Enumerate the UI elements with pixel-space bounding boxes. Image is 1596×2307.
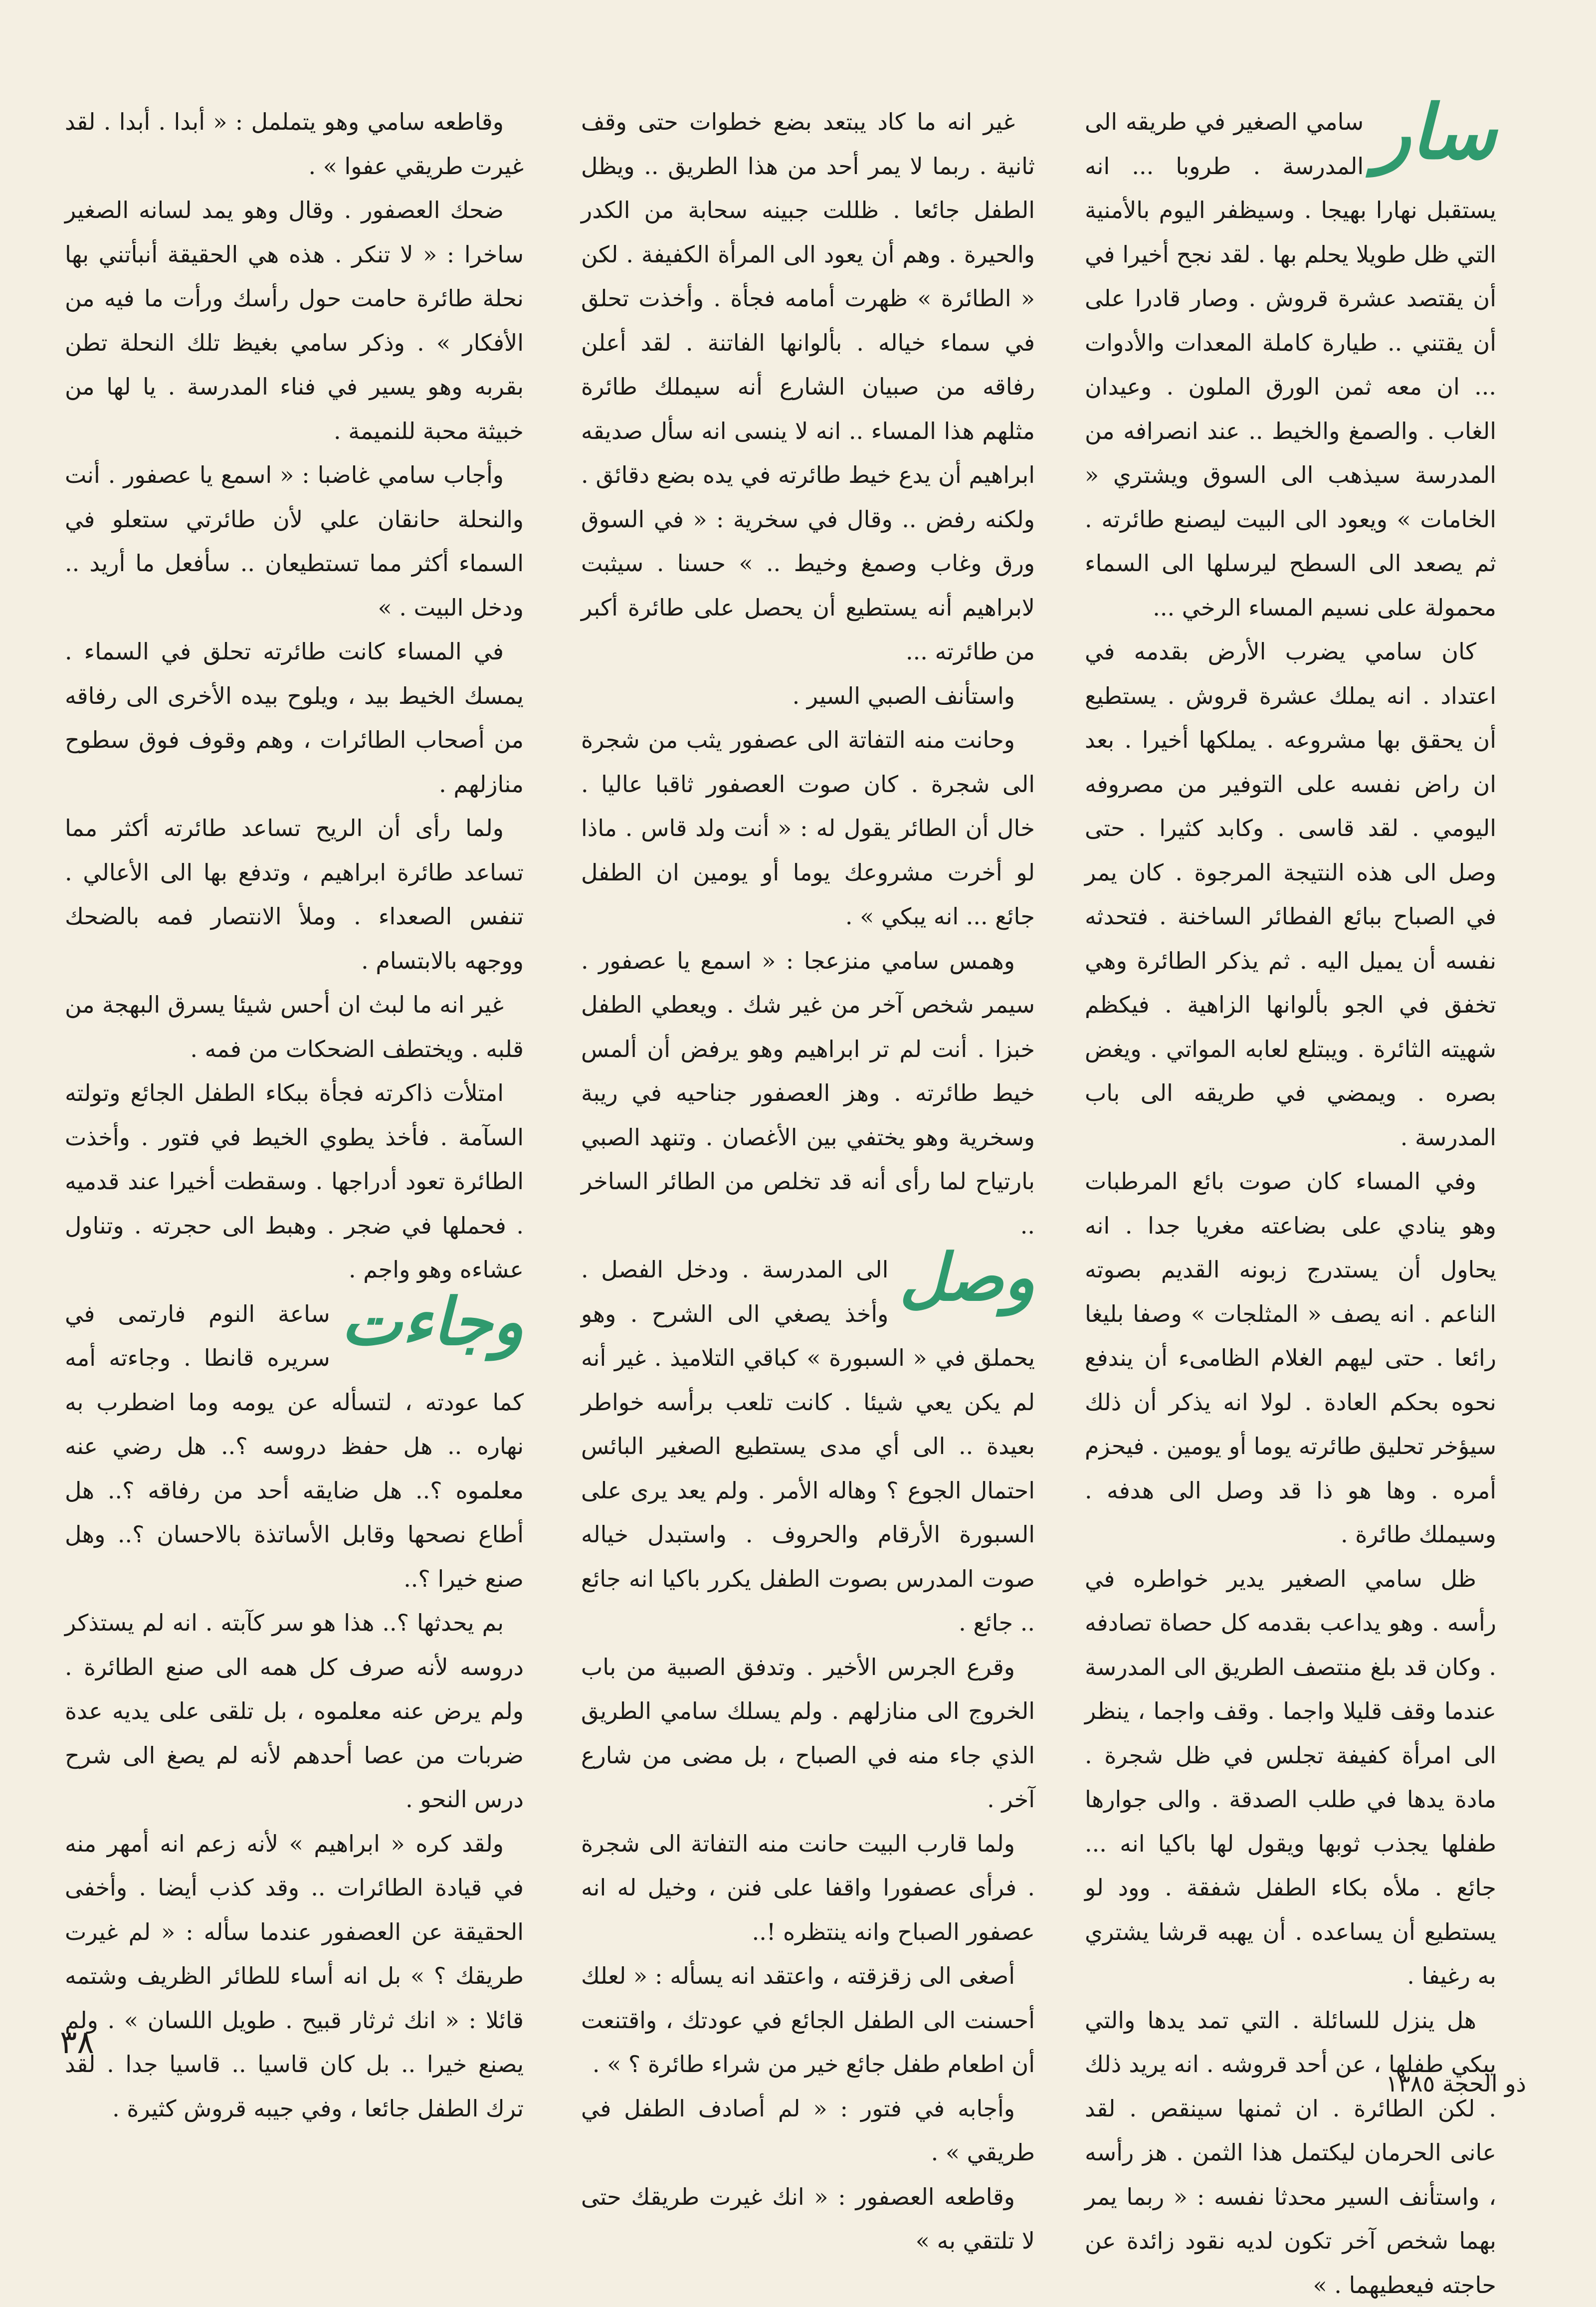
article-paragraph: ظل سامي الصغير يدير خواطره في رأسه . وهو يداعب بقدمه كل حصاة تصادفه . وكان قد بلغ منتصف الطريق الى المدرسة عندما وقف قليلا واجما . وقف واجما ، ينظر الى امرأة كفيفة تجلس في ظل شجرة . مادة يدها في طلب الصدقة . والى جوارها طفلها يجذب ثوبها ويقول لها باكيا انه ... جائع . ملأه بكاء الطفل شفقة . وود لو يستطيع أن يساعده . أن يهبه قرشا يشتري به رغيفا . xyxy=(1085,1557,1496,1998)
article-paragraph: وحانت منه التفاتة الى عصفور يثب من شجرة الى شجرة . كان صوت العصفور ثاقبا عاليا . خال أن الطائر يقول له : « أنت ولد قاس . ماذا لو أخرت مشروعك يوما أو يومين ان الطفل جائع ... انه يبكي » . xyxy=(581,718,1035,939)
section-heading-jaat: وجاءت xyxy=(341,1287,524,1357)
issue-date-footer: ذو الحجة ١٣٨٥ xyxy=(1317,2070,1526,2097)
article-paragraph: وجاءت ساعة النوم فارتمى في سريره قانطا . وجاءته أمه كما عودته ، لتسأله عن يومه وما اضطرب به نهاره .. هل حفظ دروسه ؟.. هل رضي عنه معلموه ؟.. هل ضايقه أحد من رفاقه ؟.. هل أطاع نصحها وقابل الأساتذة بالاحسان ؟.. وهل صنع خيرا ؟.. xyxy=(65,1292,524,1601)
article-paragraph: ولقد كره « ابراهيم » لأنه زعم انه أمهر منه في قيادة الطائرات .. وقد كذب أيضا . وأخفى الحقيقة عن العصفور عندما سأله : « لم غيرت طريقك ؟ » بل انه أساء للطائر الظريف وشتمه قائلا : « انك ثرثار قبيح . طويل اللسان » . ولم يصنع خيرا .. بل كان قاسيا .. قاسيا جدا . لقد ترك الطفل جائعا ، وفي جيبه قروش كثيرة . xyxy=(65,1822,524,2131)
article-paragraph: امتلأت ذاكرته فجأة ببكاء الطفل الجائع وتولته السآمة . فأخذ يطوي الخيط في فتور . وأخذت الطائرة تعود أدراجها . وسقطت أخيرا عند قدميه . فحملها في ضجر . وهبط الى حجرته . وتناول عشاءه وهو واجم . xyxy=(65,1071,524,1292)
article-paragraph: ولما قارب البيت حانت منه التفاتة الى شجرة . فرأى عصفورا واقفا على فنن ، وخيل له انه عصفور الصباح وانه ينتظره !.. xyxy=(581,1822,1035,1954)
article-column-right xyxy=(1085,100,1496,1925)
article-column-middle xyxy=(581,100,1035,1995)
article-paragraph: غير انه ما لبث ان أحس شيئا يسرق البهجة من قلبه . ويختطف الضحكات من فمه . xyxy=(65,983,524,1071)
article-paragraph: ضحك العصفور . وقال وهو يمد لسانه الصغير ساخرا : « لا تنكر . هذه هي الحقيقة أنبأتني بها نحلة طائرة حامت حول رأسك ورأت ما فيه من الأفكار » . وذكر سامي بغيظ تلك النحلة تطن بقربه وهو يسير في فناء المدرسة . يا لها من خبيثة محبة للنميمة . xyxy=(65,188,524,453)
article-paragraph: بم يحدثها ؟.. هذا هو سر كآبته . انه لم يستذكر دروسه لأنه صرف كل همه الى صنع الطائرة . ولم يرض عنه معلموه ، بل تلقى على يديه عدة ضربات من عصا أحدهم لأنه لم يصغ الى شرح درس النحو . xyxy=(65,1601,524,1822)
article-paragraph: وقاطعه سامي وهو يتململ : « أبدا . أبدا . لقد غيرت طريقي عفوا » . xyxy=(65,100,524,188)
article-paragraph: كان سامي يضرب الأرض بقدمه في اعتداد . انه يملك عشرة قروش . يستطيع أن يحقق بها مشروعه . يملكها أخيرا . بعد ان راض نفسه على التوفير من مصروفه اليومي . لقد قاسى . وكابد كثيرا . حتى وصل الى هذه النتيجة المرجوة . كان يمر في الصباح ببائع الفطائر الساخنة . فتحدثه نفسه أن يميل اليه . ثم يذكر الطائرة وهي تخفق في الجو بألوانها الزاهية . فيكظم شهيته الثائرة . ويبتلع لعابه المواتي . ويغض بصره . ويمضي في طريقه الى باب المدرسة . xyxy=(1085,629,1496,1159)
article-paragraph: غير انه ما كاد يبتعد بضع خطوات حتى وقف ثانية . ربما لا يمر أحد من هذا الطريق .. ويظل الطفل جائعا . ظللت جبينه سحابة من الكدر والحيرة . وهم أن يعود الى المرأة الكفيفة . لكن « الطائرة » ظهرت أمامه فجأة . وأخذت تحلق في سماء خياله . بألوانها الفاتنة . لقد أعلن رفاقه من صبيان الشارع أنه سيملك طائرة مثلهم هذا المساء .. انه لا ينسى انه سأل صديقه ابراهيم أن يدع خيط طائرته في يده بضع دقائق . ولكنه رفض .. وقال في سخرية : « في السوق ورق وغاب وصمغ وخيط .. » حسنا . سيثبت لابراهيم أنه يستطيع أن يحصل على طائرة أكبر من طائرته ... xyxy=(581,100,1035,674)
section-heading-wasal: وصل xyxy=(899,1243,1035,1312)
article-paragraph: وقاطعه العصفور : « انك غيرت طريقك حتى لا تلتقي به » xyxy=(581,2175,1035,2263)
article-paragraph: أصغى الى زقزقته ، واعتقد انه يسأله : « لعلك أحسنت الى الطفل الجائع في عودتك ، واقتنعت أن اطعام طفل جائع خير من شراء طائرة ؟ » . xyxy=(581,1954,1035,2087)
article-paragraph: وقرع الجرس الأخير . وتدفق الصبية من باب الخروج الى منازلهم . ولم يسلك سامي الطريق الذي جاء منه في الصباح ، بل مضى من شارع آخر . xyxy=(581,1645,1035,1822)
article-paragraph: ولما رأى أن الريح تساعد طائرته أكثر مما تساعد طائرة ابراهيم ، وتدفع بها الى الأعالي . تنفس الصعداء . وملأ الانتصار فمه بالضحك ووجهه بالابتسام . xyxy=(65,806,524,983)
section-heading-sar: سار xyxy=(1375,95,1496,170)
article-paragraph: وأجاب سامي غاضبا : « اسمع يا عصفور . أنت والنحلة حانقان علي لأن طائرتي ستعلو في السماء أكثر مما تستطيعان .. سأفعل ما أريد .. ودخل البيت . » xyxy=(65,453,524,629)
article-paragraph: وفي المساء كان صوت بائع المرطبات وهو ينادي على بضاعته مغريا جدا . انه يحاول أن يستدرج زبونه القديم بصوته الناعم . انه يصف « المثلجات » وصفا بليغا رائعا . حتى ليهم الغلام الظامىء أن يندفع نحوه بحكم العادة . لولا انه يذكر أن ذلك سيؤخر تحليق طائرته يوما أو يومين . فيحزم أمره . وها هو ذا قد وصل الى هدفه . وسيملك طائرة . xyxy=(1085,1159,1496,1557)
article-paragraph: وهمس سامي منزعجا : « اسمع يا عصفور . سيمر شخص آخر من غير شك . ويعطي الطفل خبزا . أنت لم تر ابراهيم وهو يرفض أن ألمس خيط طائرته . وهز العصفور جناحيه في ريبة وسخرية وهو يختفي بين الأغصان . وتنهد الصبي بارتياح لما رأى أنه قد تخلص من الطائر الساخر .. xyxy=(581,939,1035,1248)
article-paragraph: وصل الى المدرسة . ودخل الفصل . وأخذ يصغي الى الشرح . وهو يحملق في « السبورة » كباقي التلاميذ . غير أنه لم يكن يعي شيئا . كانت تلعب برأسه خواطر بعيدة .. الى أي مدى يستطيع الصغير البائس احتمال الجوع ؟ وهاله الأمر . ولم يعد يرى على السبورة الأرقام والحروف . واستبدل خياله صوت المدرس بصوت الطفل يكرر باكيا انه جائع .. جائع . xyxy=(581,1248,1035,1645)
article-paragraph: واستأنف الصبي السير . xyxy=(581,674,1035,718)
article-paragraph: وأجابه في فتور : « لم أصادف الطفل في طريقي » . xyxy=(581,2087,1035,2175)
article-paragraph: سار سامي الصغير في طريقه الى المدرسة . طروبا ... انه يستقبل نهارا بهيجا . وسيظفر اليوم بالأمنية التي ظل طويلا يحلم بها . لقد نجح أخيرا في أن يقتصد عشرة قروش . وصار قادرا على أن يقتني .. طيارة كاملة المعدات والأدوات ... ان معه ثمن الورق الملون . وعيدان الغاب . والصمغ والخيط .. عند انصرافه من المدرسة سيذهب الى السوق ويشتري « الخامات » ويعود الى البيت ليصنع طائرته . ثم يصعد الى السطح ليرسلها الى السماء محمولة على نسيم المساء الرخي ... xyxy=(1085,100,1496,629)
article-paragraph: في المساء كانت طائرته تحلق في السماء . يمسك الخيط بيد ، ويلوح بيده الأخرى الى رفاقه من أصحاب الطائرات ، وهم وقوف فوق سطوح منازلهم . xyxy=(65,629,524,806)
article-column-left xyxy=(65,100,524,1995)
page-number: ٣٨ xyxy=(60,2024,94,2061)
article-paragraph: هل ينزل للسائلة . التي تمد يدها والتي يبكي طفلها ، عن أحد قروشه . انه يريد ذلك . لكن الطائرة . ان ثمنها سينقص . لقد عانى الحرمان ليكتمل هذا الثمن . هز رأسه ، واستأنف السير محدثا نفسه : « ربما يمر بهما شخص آخر تكون لديه نقود زائدة عن حاجته فيعطيهما . » xyxy=(1085,1998,1496,2307)
